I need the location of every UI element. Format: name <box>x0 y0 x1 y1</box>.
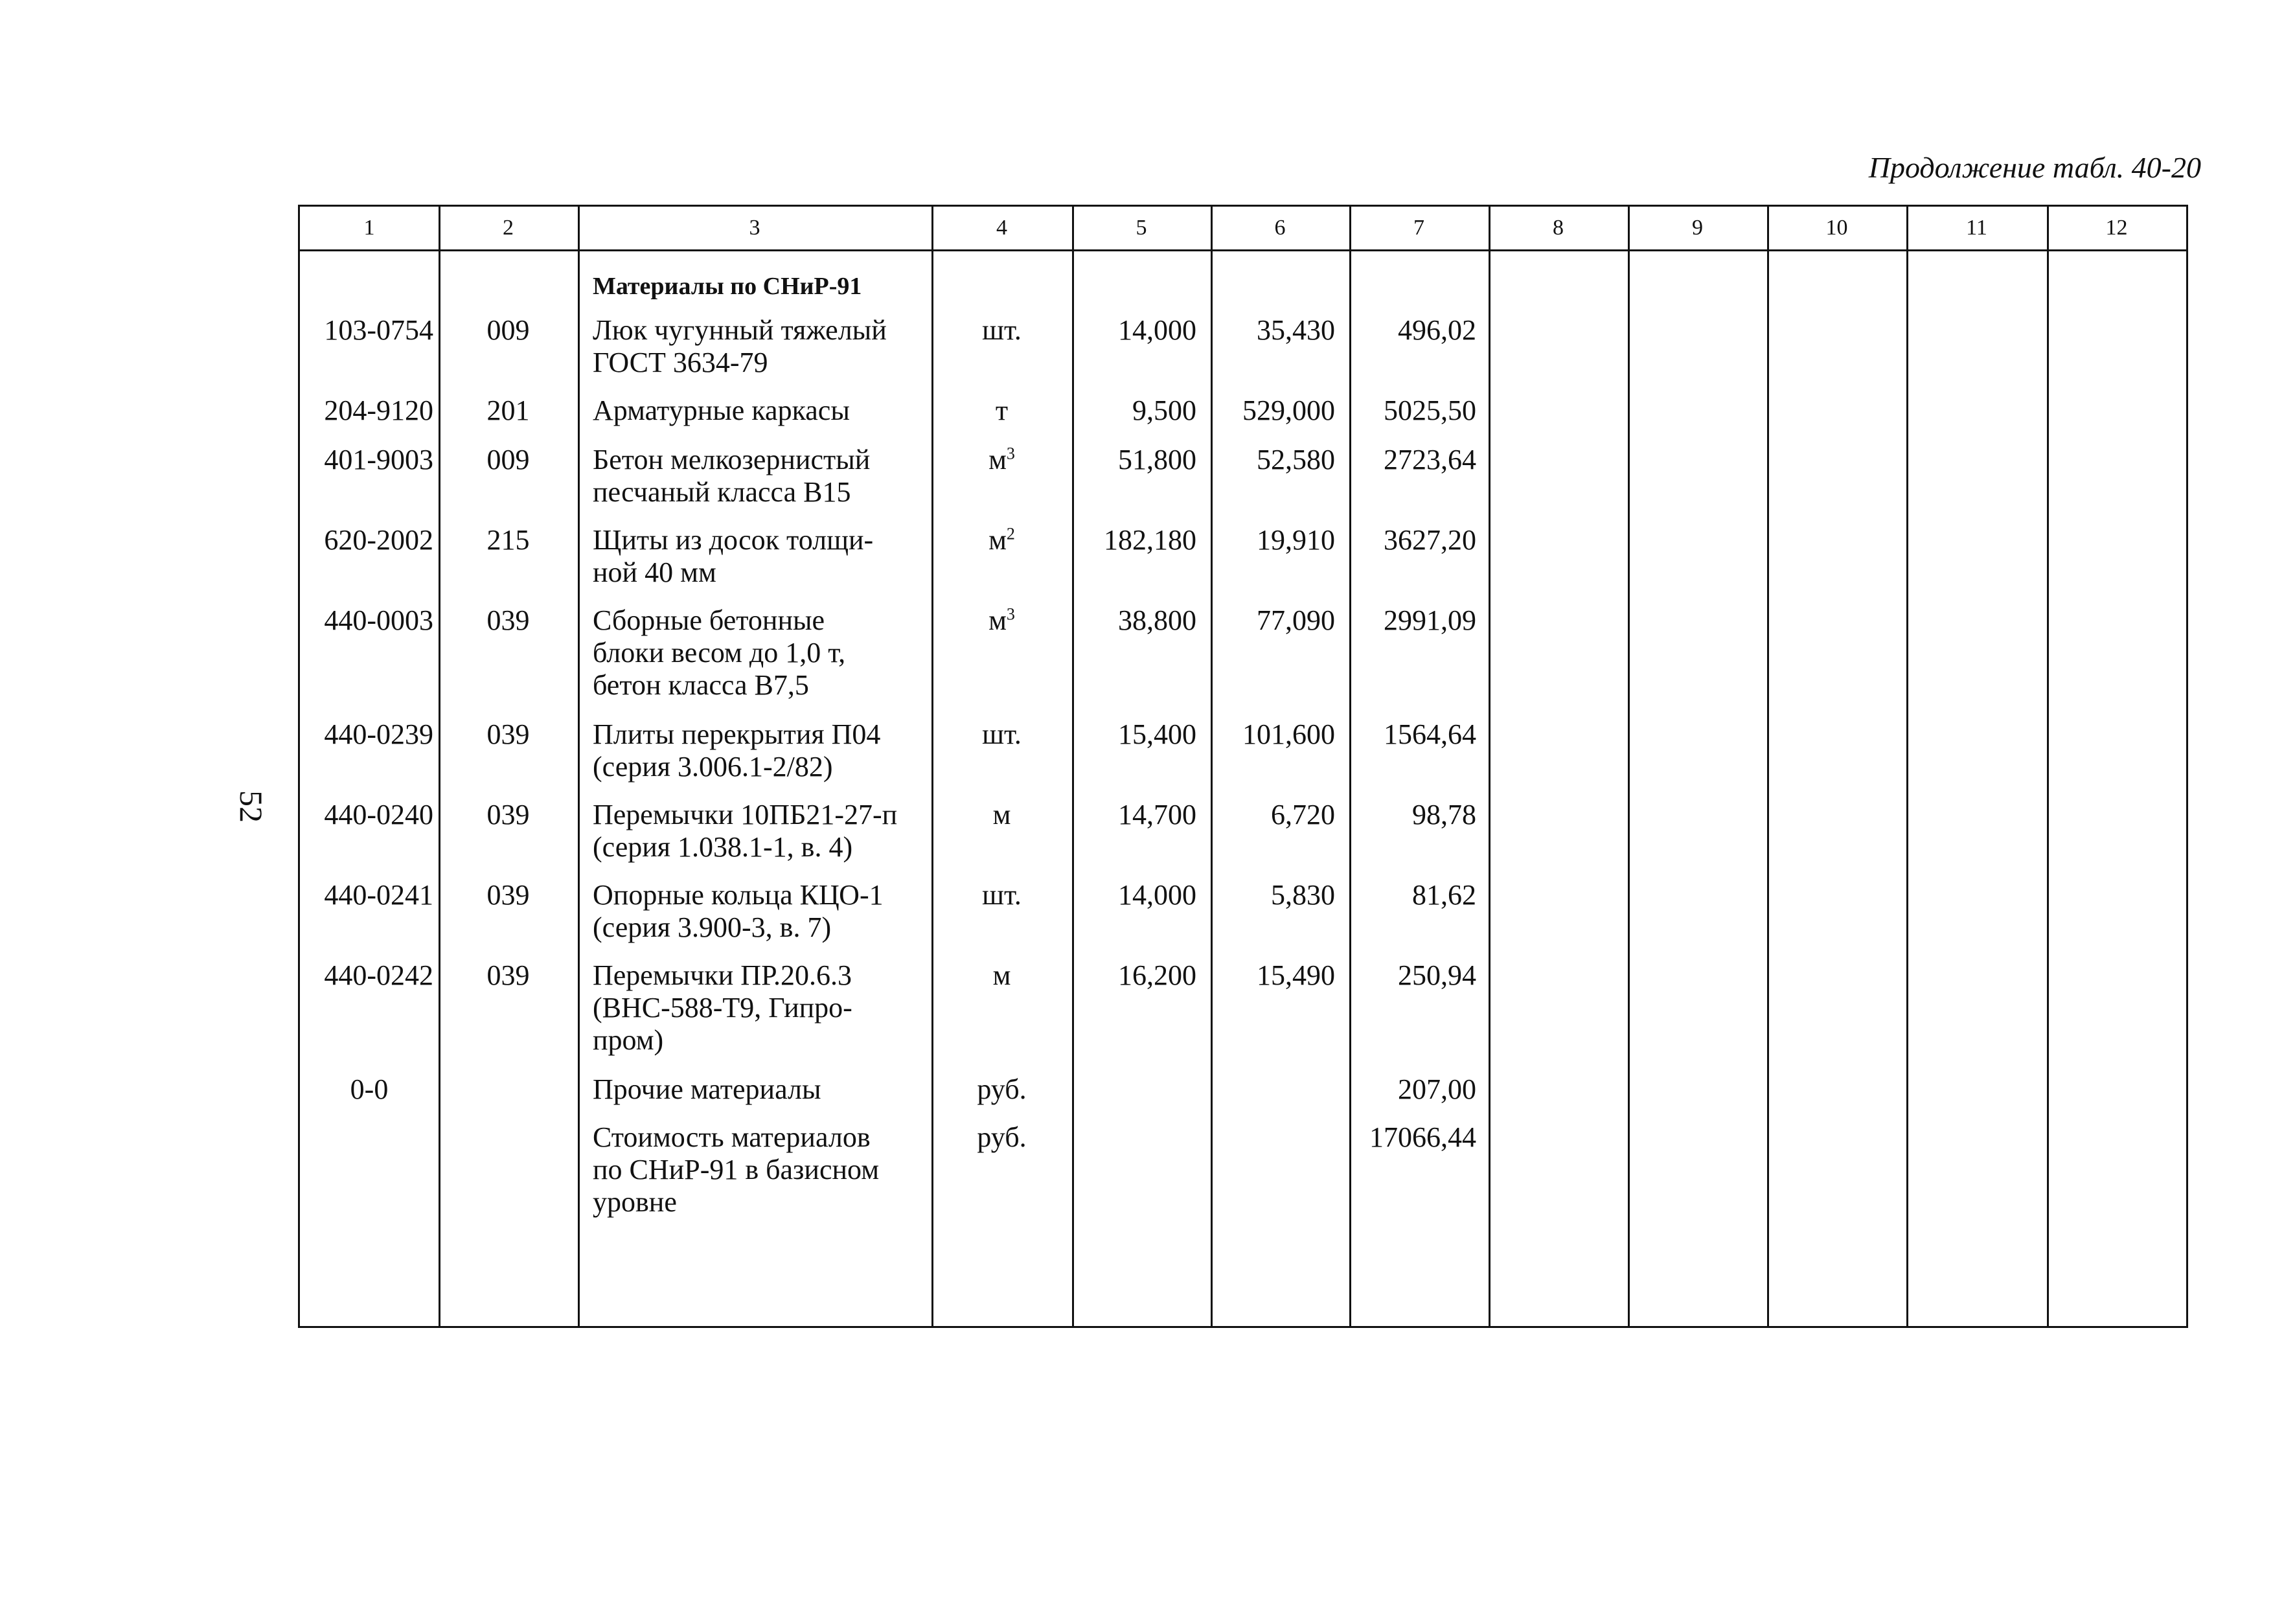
material-code: 620-2002 <box>324 524 433 556</box>
unit-cell <box>931 799 1072 831</box>
total-cost: 2991,09 <box>1384 604 1476 636</box>
material-name: Люк чугунный тяжелый ГОСТ 3634-79 <box>593 314 887 378</box>
unit-price: 6,720 <box>1271 799 1335 830</box>
column-header: 10 <box>1825 216 1848 240</box>
material-name: Перемычки ПР.20.6.3 (ВНС-588-Т9, Гипро- пром) <box>593 959 852 1056</box>
column-divider <box>931 207 933 1326</box>
unit-cell <box>931 314 1072 347</box>
price-code: 201 <box>486 395 530 426</box>
quantity: 14,000 <box>1118 879 1196 911</box>
column-divider <box>578 207 580 1326</box>
column-header: 8 <box>1553 216 1564 240</box>
column-divider <box>1211 207 1213 1326</box>
unit: м <box>988 604 1007 636</box>
unit: шт. <box>982 879 1022 911</box>
material-code: 440-0242 <box>324 959 433 991</box>
material-code: 440-0240 <box>324 799 433 830</box>
price-code: 039 <box>486 879 530 911</box>
total-cost: 207,00 <box>1398 1073 1476 1105</box>
column-divider <box>1072 207 1074 1326</box>
unit-cell <box>931 444 1072 476</box>
unit: шт. <box>982 718 1022 750</box>
section-title: Материалы по СНиР-91 <box>593 273 862 300</box>
unit: шт. <box>982 314 1022 346</box>
column-header: 11 <box>1966 216 1987 240</box>
price-code: 009 <box>486 444 530 475</box>
header-divider <box>300 249 2186 251</box>
quantity: 14,700 <box>1118 799 1196 830</box>
column-header: 5 <box>1136 216 1147 240</box>
material-name: Стоимость материалов по СНиР-91 в базисном уровне <box>593 1121 880 1218</box>
material-name: Щиты из досок толщи- ной 40 мм <box>593 524 874 588</box>
unit-cell <box>931 1073 1072 1106</box>
unit-price: 101,600 <box>1242 718 1335 750</box>
unit-cell <box>931 1121 1072 1154</box>
material-code: 103-0754 <box>324 314 433 346</box>
column-header: 1 <box>363 216 375 240</box>
unit-exponent: 2 <box>1006 524 1015 543</box>
column-header: 12 <box>2105 216 2128 240</box>
material-code: 440-0239 <box>324 718 433 750</box>
total-cost: 81,62 <box>1412 879 1476 911</box>
column-header: 6 <box>1274 216 1286 240</box>
unit-price: 529,000 <box>1242 395 1335 426</box>
material-name: Плиты перекрытия П04 (серия 3.006.1-2/82) <box>593 718 881 783</box>
column-divider <box>1628 207 1630 1326</box>
column-header: 2 <box>503 216 514 240</box>
unit-cell <box>931 524 1072 556</box>
column-header: 3 <box>749 216 760 240</box>
price-code: 009 <box>486 314 530 346</box>
quantity: 38,800 <box>1118 604 1196 636</box>
unit-cell <box>931 879 1072 911</box>
quantity: 9,500 <box>1132 395 1196 426</box>
page-number: 52 <box>233 790 269 823</box>
total-cost: 3627,20 <box>1384 524 1476 556</box>
unit-price: 5,830 <box>1271 879 1335 911</box>
material-name: Опорные кольца КЦО-1 (серия 3.900-3, в. 7) <box>593 879 884 943</box>
material-name: Арматурные каркасы <box>593 395 850 426</box>
column-divider <box>1906 207 1908 1326</box>
total-cost: 17066,44 <box>1369 1121 1476 1153</box>
table-caption: Продолжение табл. 40-20 <box>1868 151 2201 184</box>
unit-exponent: 3 <box>1006 444 1015 463</box>
material-code: 0-0 <box>350 1073 389 1105</box>
unit: руб. <box>977 1073 1027 1105</box>
total-cost: 250,94 <box>1398 959 1476 991</box>
column-divider <box>1489 207 1490 1326</box>
unit: м <box>988 444 1007 475</box>
total-cost: 5025,50 <box>1384 395 1476 426</box>
unit: т <box>995 395 1009 426</box>
quantity: 14,000 <box>1118 314 1196 346</box>
total-cost: 98,78 <box>1412 799 1476 830</box>
unit-price: 52,580 <box>1257 444 1335 475</box>
column-divider <box>1767 207 1769 1326</box>
column-header: 7 <box>1413 216 1424 240</box>
column-divider <box>2047 207 2049 1326</box>
column-divider <box>1349 207 1351 1326</box>
column-header: 9 <box>1692 216 1703 240</box>
column-divider <box>439 207 440 1326</box>
total-cost: 496,02 <box>1398 314 1476 346</box>
unit: руб. <box>977 1121 1027 1153</box>
price-code: 039 <box>486 604 530 636</box>
price-code: 039 <box>486 959 530 991</box>
unit: м <box>988 524 1007 556</box>
unit-price: 19,910 <box>1257 524 1335 556</box>
unit-exponent: 3 <box>1006 604 1015 624</box>
total-cost: 1564,64 <box>1384 718 1476 750</box>
unit-price: 77,090 <box>1257 604 1335 636</box>
price-code: 039 <box>486 799 530 830</box>
unit: м <box>992 959 1011 991</box>
price-code: 215 <box>486 524 530 556</box>
total-cost: 2723,64 <box>1384 444 1476 475</box>
material-name: Сборные бетонные блоки весом до 1,0 т, бетон класса В7,5 <box>593 604 846 701</box>
unit-cell <box>931 959 1072 992</box>
cost-table <box>298 205 2188 1328</box>
material-name: Перемычки 10ПБ21-27-п (серия 1.038.1-1, в. 4) <box>593 799 898 863</box>
unit-cell <box>931 604 1072 637</box>
material-name: Бетон мелкозернистый песчаный класса В15 <box>593 444 871 508</box>
material-name: Прочие материалы <box>593 1073 821 1105</box>
quantity: 16,200 <box>1118 959 1196 991</box>
material-code: 440-0003 <box>324 604 433 636</box>
unit-price: 35,430 <box>1257 314 1335 346</box>
column-header: 4 <box>996 216 1007 240</box>
material-code: 401-9003 <box>324 444 433 475</box>
material-code: 204-9120 <box>324 395 433 426</box>
material-code: 440-0241 <box>324 879 433 911</box>
unit: м <box>992 799 1011 830</box>
quantity: 51,800 <box>1118 444 1196 475</box>
quantity: 182,180 <box>1104 524 1196 556</box>
unit-cell <box>931 718 1072 751</box>
unit-price: 15,490 <box>1257 959 1335 991</box>
quantity: 15,400 <box>1118 718 1196 750</box>
price-code: 039 <box>486 718 530 750</box>
unit-cell <box>931 395 1072 427</box>
